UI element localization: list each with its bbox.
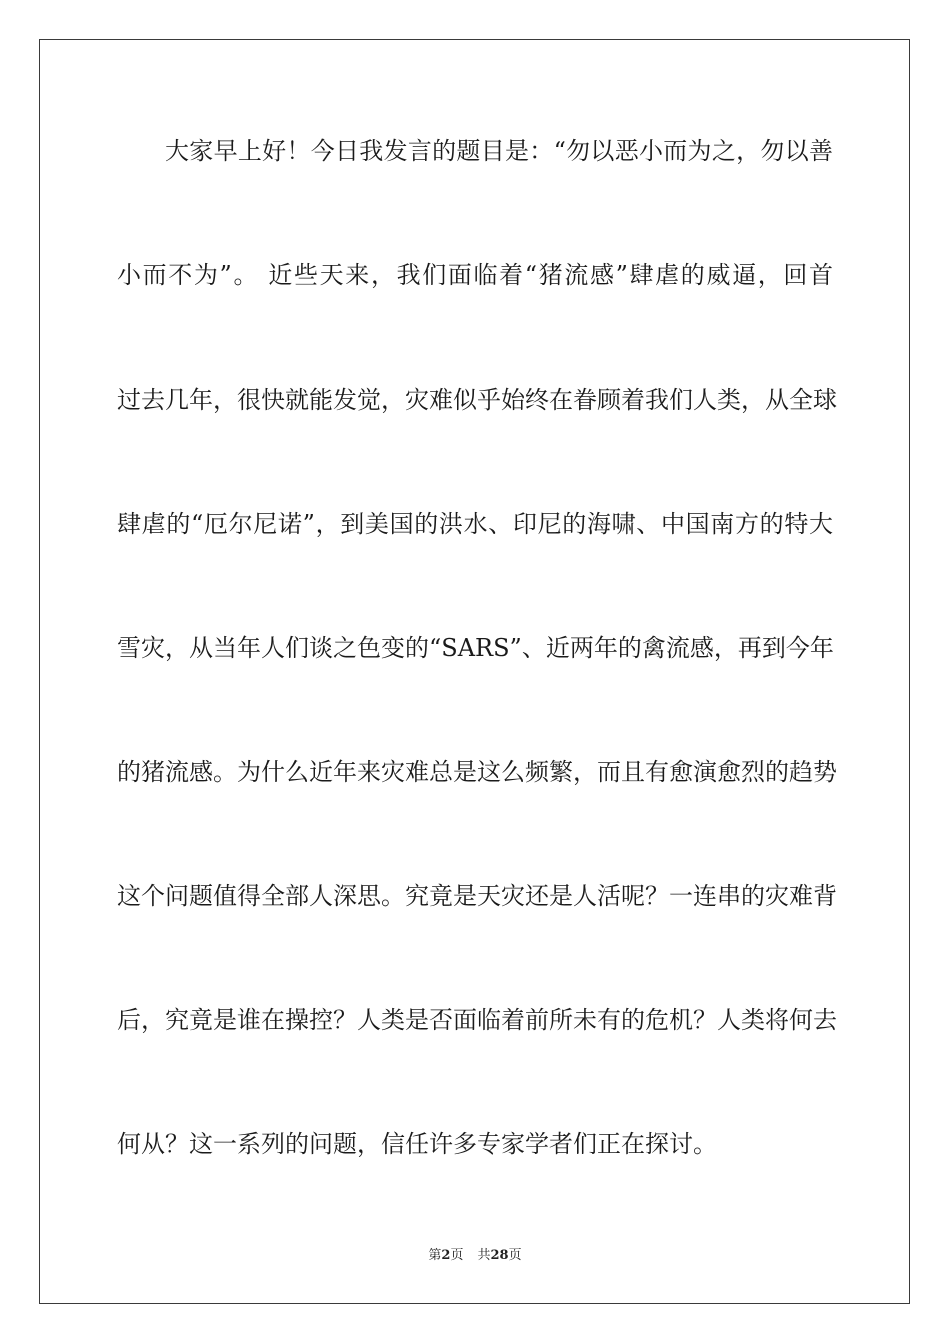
total-unit: 页 — [508, 1248, 522, 1263]
paragraph-line: 大家早上好！今日我发言的题目是：“勿以恶小而为之，勿以善 — [165, 137, 833, 165]
page-unit: 页 — [450, 1248, 464, 1263]
paragraph-line: 何从？这一系列的问题，信任许多专家学者们正在探讨。 — [117, 1130, 717, 1158]
page-number: 2 — [441, 1248, 451, 1263]
paragraph-line: 的猪流感。为什么近年来灾难总是这么频繁，而且有愈演愈烈的趋势 — [117, 758, 837, 786]
total-pages: 28 — [490, 1248, 509, 1263]
paragraph-line: 这个问题值得全部人深思。究竟是天灾还是人活呢？一连串的灾难背 — [117, 882, 837, 910]
paragraph-line: 雪灾，从当年人们谈之色变的“SARS”、近两年的禽流感，再到今年 — [117, 634, 834, 662]
page-border — [39, 39, 910, 1304]
paragraph-line: 过去几年，很快就能发觉，灾难似乎始终在眷顾着我们人类，从全球 — [117, 386, 837, 414]
page-footer — [0, 1247, 950, 1265]
paragraph-line: 小而不为”。 近些天来，我们面临着“猪流感”肆虐的威逼，回首 — [117, 261, 833, 289]
total-prefix: 共 — [477, 1248, 491, 1263]
paragraph-line: 后，究竟是谁在操控？人类是否面临着前所未有的危机？人类将何去 — [117, 1006, 837, 1034]
paragraph-line: 肆虐的“厄尔尼诺”，到美国的洪水、印尼的海啸、中国南方的特大 — [117, 510, 833, 538]
page-prefix: 第 — [428, 1248, 442, 1263]
